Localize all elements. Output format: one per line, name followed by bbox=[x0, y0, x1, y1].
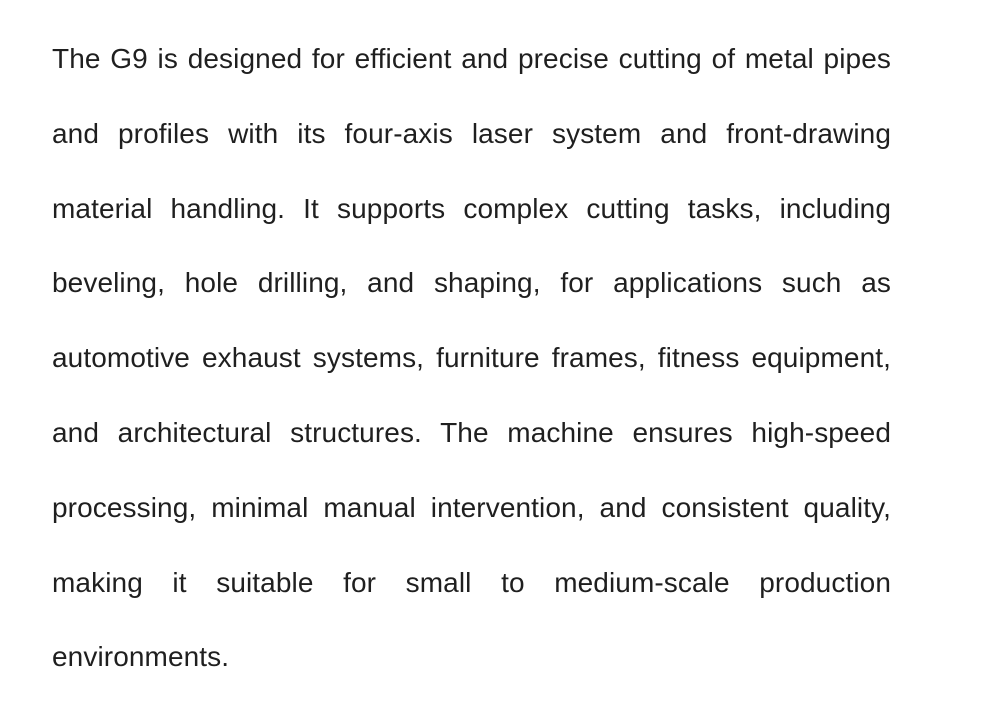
paragraph-line: The G9 is designed for efficient and precise cutting of metal pipes bbox=[52, 43, 891, 74]
product-description-paragraph bbox=[52, 22, 891, 695]
paragraph-line: environments. bbox=[52, 641, 230, 673]
paragraph-line: beveling, hole drilling, and shaping, for applications such as bbox=[52, 267, 891, 299]
paragraph-line: and profiles with its four-axis laser system and front-drawing bbox=[52, 117, 891, 149]
paragraph-line: and architectural structures. The machine ensures high-speed bbox=[52, 416, 891, 448]
paragraph-line: processing, minimal manual intervention, and consistent quality, bbox=[52, 491, 891, 523]
paragraph-line: material handling. It supports complex cutting tasks, including bbox=[52, 192, 891, 224]
paragraph-line: making it suitable for small to medium-scale production bbox=[52, 566, 891, 598]
paragraph-line: automotive exhaust systems, furniture frames, fitness equipment, bbox=[52, 342, 891, 374]
